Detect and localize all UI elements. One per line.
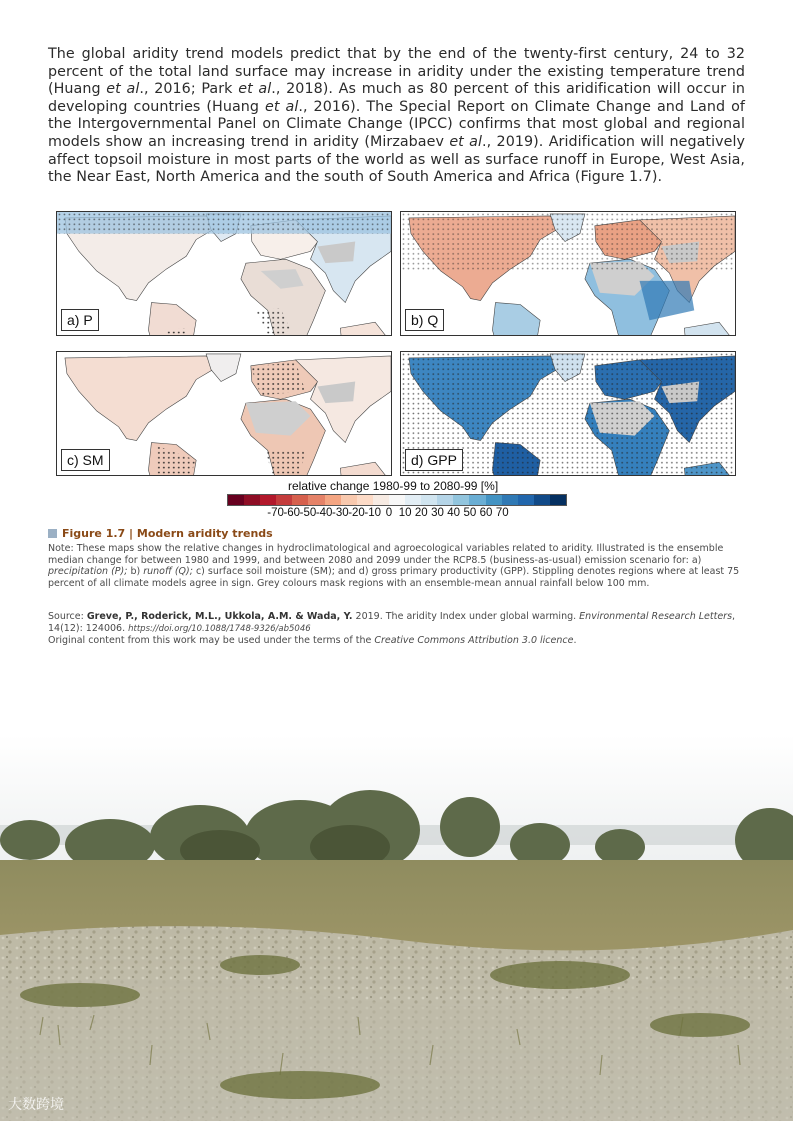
colorbar-tick-label: 20 — [414, 507, 428, 519]
map-panel-soil-moisture — [56, 351, 392, 476]
colorbar-tick-label: -10 — [364, 507, 382, 519]
colorbar-tick-label: -60 — [283, 507, 301, 519]
colorbar-segment — [244, 495, 260, 505]
colorbar-segment — [486, 495, 502, 505]
figure-caption: Figure 1.7 | Modern aridity trends — [48, 527, 273, 540]
colorbar-segment — [228, 495, 244, 505]
colorbar-segment — [453, 495, 469, 505]
colorbar-segment — [421, 495, 437, 505]
colorbar-tick-label: -40 — [315, 507, 333, 519]
colorbar-segment — [518, 495, 534, 505]
colorbar-segment — [502, 495, 518, 505]
panel-label-c: c) SM — [61, 449, 110, 471]
figure-note: Note: These maps show the relative changes in hydroclimatological and agroecological variables related to aridity. Illustrated is the ensemble median change for between 1980 and 1999, and between 2080 and 2099 under the RCP8.5 (business-as-usual) emission scenario for: a) precipitation (P); b) runoff (Q); c) surface soil moisture (SM); and d) gross primary productivity (GPP). Stippling denotes regions where at least 75 percent of all climate models agree in sign. Grey colours mask regions with an ensemble-mean annual rainfall below 100 mm. — [48, 543, 740, 589]
figure-source: Source: Greve, P., Roderick, M.L., Ukkola, A.M. & Wada, Y. 2019. The aridity Index under global warming. Environmental Research Letters, 14(12): 124006. https://doi.org/10.1088/1748-9326/ab5046 Original content from this work may be used under the terms of the Creative Commons Attribution 3.0 licence. — [48, 611, 736, 647]
colorbar-segment — [437, 495, 453, 505]
colorbar-segment — [341, 495, 357, 505]
colorbar-segment — [373, 495, 389, 505]
map-panel-gpp — [400, 351, 736, 476]
colorbar-segment — [325, 495, 341, 505]
world-map-precipitation — [57, 212, 391, 335]
watermark-logo: 大数跨境 — [8, 1097, 64, 1113]
caption-marker — [48, 529, 57, 538]
landscape-photo — [0, 735, 793, 1121]
colorbar-tick-label: -30 — [332, 507, 349, 519]
panel-label-d: d) GPP — [405, 449, 463, 471]
colorbar-tick-label: -50 — [299, 507, 317, 519]
map-panel-precipitation — [56, 211, 392, 336]
colorbar-ticks — [227, 507, 567, 521]
colorbar-tick-label: -20 — [348, 507, 365, 519]
colorbar-tick-label: 40 — [447, 507, 461, 519]
colorbar-segment — [550, 495, 566, 505]
world-map-runoff — [401, 212, 735, 335]
colorbar-segment — [276, 495, 292, 505]
map-panel-runoff — [400, 211, 736, 336]
colorbar-segment — [389, 495, 405, 505]
intro-paragraph: The global aridity trend models predict that by the end of the twenty-first century, 24 to 32 percent of the total land surface may increase in aridity under the existing temperature trend (Huang et al., 2016; Park et al., 2018). As much as 80 percent of this aridification will occur in developing countries (Huang et al., 2016). The Special Report on Climate Change and Land of the Intergovernmental Panel on Climate Change (IPCC) confirms that most global and regional models show an increasing trend in aridity (Mirzabaev et al., 2019). Aridification will negatively affect topsoil moisture in most parts of the world as well as surface runoff in Europe, West Asia, the Near East, North America and the south of South America and Africa (Figure 1.7). — [48, 46, 745, 186]
colorbar-tick-label: 10 — [398, 507, 412, 519]
colorbar-segment — [260, 495, 276, 505]
colorbar-segment — [357, 495, 373, 505]
colorbar-title: relative change 1980-99 to 2080-99 [%] — [288, 479, 499, 493]
colorbar-segment — [292, 495, 308, 505]
colorbar-tick-label: 30 — [431, 507, 444, 519]
colorbar-segment — [534, 495, 550, 505]
panel-label-b: b) Q — [405, 309, 444, 331]
colorbar-tick-label: 50 — [463, 507, 477, 519]
colorbar-tick-label: 60 — [479, 507, 493, 519]
colorbar-tick-label: 0 — [385, 507, 393, 519]
colorbar-tick-label: -70 — [267, 507, 284, 519]
colorbar — [227, 494, 567, 506]
panel-label-a: a) P — [61, 309, 99, 331]
colorbar-segment — [405, 495, 421, 505]
doi-link[interactable]: https://doi.org/10.1088/1748-9326/ab5046 — [128, 623, 311, 634]
colorbar-segment — [469, 495, 485, 505]
colorbar-tick-label: 70 — [495, 507, 509, 519]
colorbar-segment — [308, 495, 324, 505]
